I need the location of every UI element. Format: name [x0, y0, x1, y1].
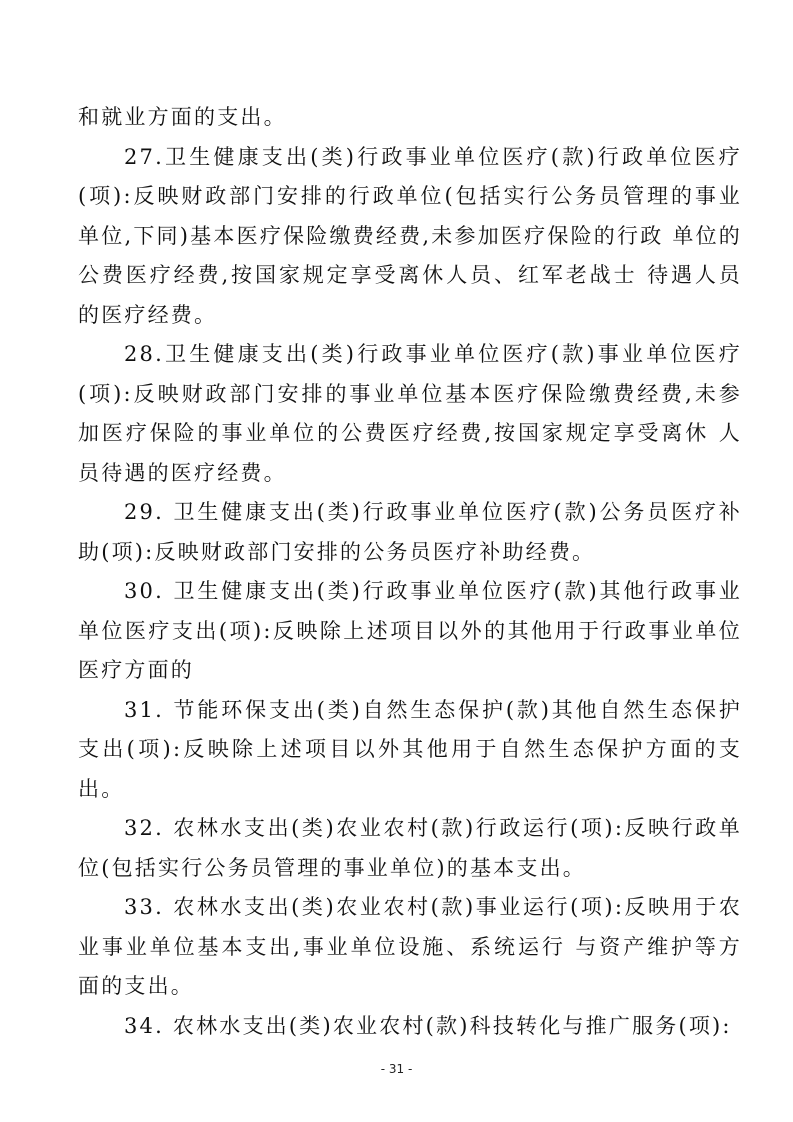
- paragraph-item-34: 34. 农林水支出(类)农业农村(款)科技转化与推广服务(项):: [124, 1013, 732, 1038]
- paragraph-item-32: 32. 农林水支出(类)农业农村(款)行政运行(项):反映行政单位(包括实行公务员管理的事业单位)的基本支出。: [78, 816, 742, 880]
- document-body: [78, 98, 742, 1046]
- paragraph-item-27: 27.卫生健康支出(类)行政事业单位医疗(款)行政单位医疗(项):反映财政部门安排的行政单位(包括实行公务员管理的事业 单位,下同)基本医疗保险缴费经费,未参加医疗保险的行政 单位的公费医疗经费,按国家规定享受离休人员、红军老战士 待遇人员的医疗经费。: [78, 144, 742, 327]
- page-number: - 31 -: [380, 1062, 413, 1076]
- paragraph-item-30: 30. 卫生健康支出(类)行政事业单位医疗(款)其他行政事业单位医疗支出(项):反映除上述项目以外的其他用于行政事业单位医疗方面的: [78, 579, 742, 682]
- paragraph-item-33: 33. 农林水支出(类)农业农村(款)事业运行(项):反映用于农业事业单位基本支出,事业单位设施、系统运行 与资产维护等方面的支出。: [78, 895, 742, 998]
- paragraph-item-29: 29. 卫生健康支出(类)行政事业单位医疗(款)公务员医疗补助(项):反映财政部门安排的公务员医疗补助经费。: [78, 500, 742, 564]
- paragraph-item-28: 28.卫生健康支出(类)行政事业单位医疗(款)事业单位医疗(项):反映财政部门安排的事业单位基本医疗保险缴费经费,未参 加医疗保险的事业单位的公费医疗经费,按国家规定享受离休 人员待遇的医疗经费。: [78, 342, 742, 485]
- paragraph-item-31: 31. 节能环保支出(类)自然生态保护(款)其他自然生态保护支出(项):反映除上述项目以外其他用于自然生态保护方面的支出。: [78, 697, 742, 801]
- paragraph-continuation: 和就业方面的支出。: [78, 105, 287, 129]
